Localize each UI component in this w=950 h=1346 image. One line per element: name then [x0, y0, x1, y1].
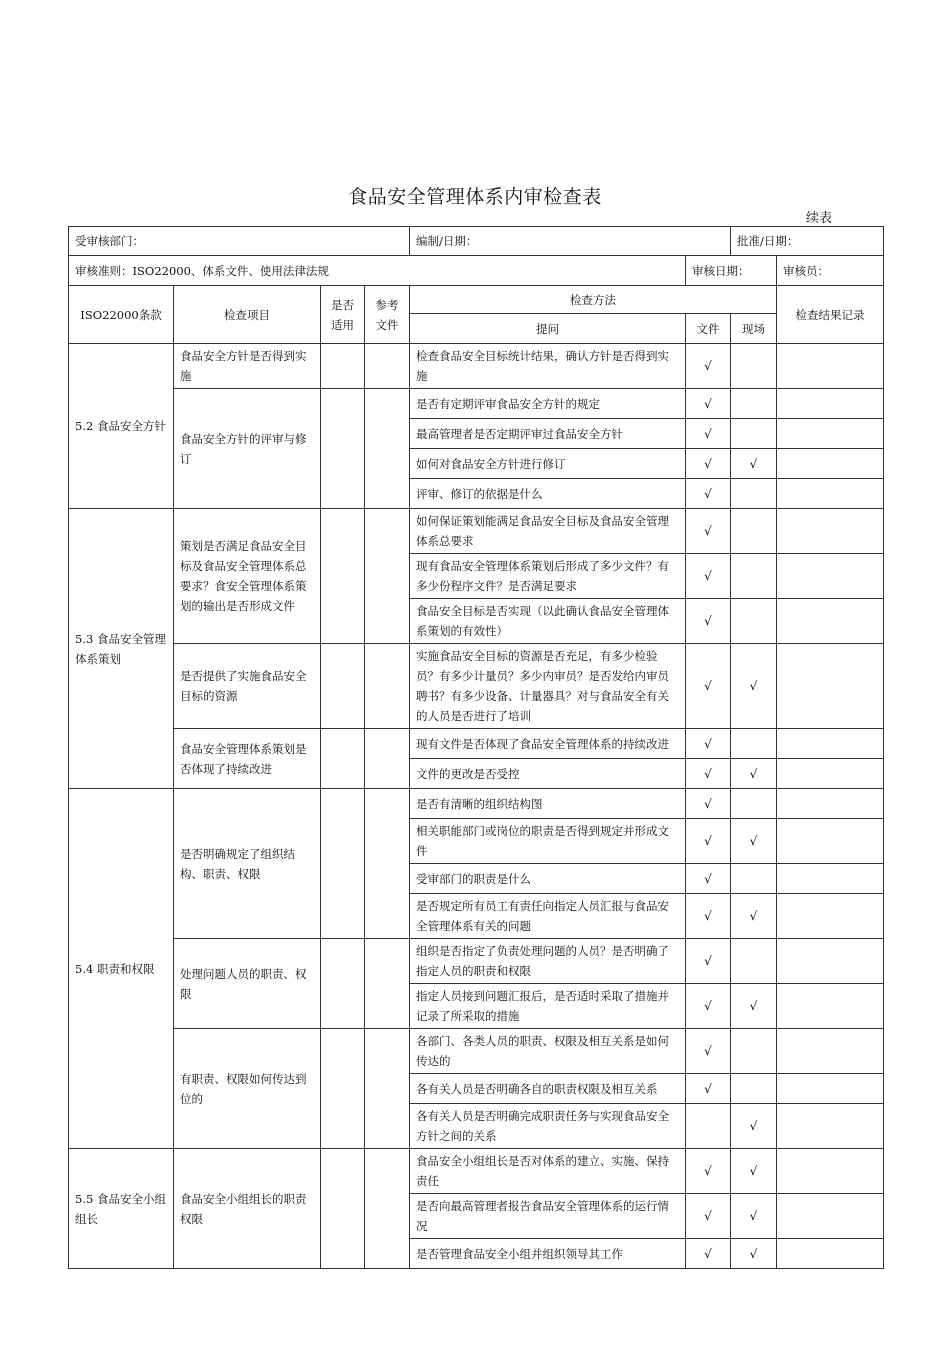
doc-check-cell: √ — [686, 864, 731, 894]
doc-check-cell: √ — [686, 509, 731, 554]
applicable-cell — [321, 1029, 365, 1149]
site-check-cell: √ — [731, 1239, 777, 1269]
reference-cell — [365, 644, 410, 729]
site-check-cell — [731, 729, 777, 759]
result-cell — [777, 419, 884, 449]
doc-check-cell: √ — [686, 479, 731, 509]
check-item-cell: 食品安全小组组长的职责权限 — [174, 1149, 321, 1269]
continued-label: 续表 — [805, 211, 832, 226]
doc-check-cell: √ — [686, 939, 731, 984]
header-applicable: 是否适用 — [321, 286, 365, 344]
question-cell: 评审、修订的依据是什么 — [410, 479, 686, 509]
result-cell — [777, 344, 884, 389]
result-cell — [777, 984, 884, 1029]
question-cell: 是否管理食品安全小组并组织领导其工作 — [410, 1239, 686, 1269]
question-cell: 是否规定所有员工有责任向指定人员汇报与食品安全管理体系有关的问题 — [410, 894, 686, 939]
site-check-cell — [731, 419, 777, 449]
table-row — [69, 509, 884, 554]
doc-check-cell: √ — [686, 894, 731, 939]
clause-cell: 5.4 职责和权限 — [69, 789, 174, 1149]
reference-cell — [365, 389, 410, 509]
question-cell: 受审部门的职责是什么 — [410, 864, 686, 894]
result-cell — [777, 599, 884, 644]
question-cell: 最高管理者是否定期评审过食品安全方针 — [410, 419, 686, 449]
question-cell: 各有关人员是否明确完成职责任务与实现食品安全方针之间的关系 — [410, 1104, 686, 1149]
page-title: 食品安全管理体系内审检查表 — [348, 186, 602, 208]
result-cell — [777, 729, 884, 759]
site-check-cell: √ — [731, 449, 777, 479]
question-cell: 食品安全小组组长是否对体系的建立、实施、保持责任 — [410, 1149, 686, 1194]
result-cell — [777, 1194, 884, 1239]
question-cell: 现有文件是否体现了食品安全管理体系的持续改进 — [410, 729, 686, 759]
doc-check-cell: √ — [686, 1239, 731, 1269]
doc-check-cell: √ — [686, 554, 731, 599]
reference-cell — [365, 1149, 410, 1269]
doc-check-cell: √ — [686, 819, 731, 864]
reference-cell — [365, 789, 410, 939]
check-item-cell: 食品安全方针是否得到实施 — [174, 344, 321, 389]
doc-check-cell: √ — [686, 789, 731, 819]
applicable-cell — [321, 939, 365, 1029]
reference-cell — [365, 509, 410, 644]
doc-check-cell: √ — [686, 1194, 731, 1239]
result-cell — [777, 1149, 884, 1194]
doc-check-cell: √ — [686, 729, 731, 759]
question-cell: 相关职能部门或岗位的职责是否得到规定并形成文件 — [410, 819, 686, 864]
doc-check-cell: √ — [686, 599, 731, 644]
question-cell: 是否有定期评审食品安全方针的规定 — [410, 389, 686, 419]
result-cell — [777, 449, 884, 479]
header-reference: 参考文件 — [365, 286, 410, 344]
check-item-cell: 是否提供了实施食品安全目标的资源 — [174, 644, 321, 729]
doc-check-cell: √ — [686, 1029, 731, 1074]
question-cell: 文件的更改是否受控 — [410, 759, 686, 789]
result-cell — [777, 1074, 884, 1104]
check-item-cell: 是否明确规定了组织结构、职责、权限 — [174, 789, 321, 939]
site-check-cell: √ — [731, 819, 777, 864]
header-clause: ISO22000条款 — [69, 286, 174, 344]
site-check-cell: √ — [731, 1149, 777, 1194]
doc-check-cell: √ — [686, 344, 731, 389]
result-cell — [777, 509, 884, 554]
result-cell — [777, 389, 884, 419]
result-cell — [777, 1104, 884, 1149]
check-item-cell: 处理问题人员的职责、权限 — [174, 939, 321, 1029]
reference-cell — [365, 729, 410, 789]
result-cell — [777, 1029, 884, 1074]
clause-cell: 5.2 食品安全方针 — [69, 344, 174, 509]
clause-cell: 5.5 食品安全小组组长 — [69, 1149, 174, 1269]
check-item-cell: 食品安全方针的评审与修订 — [174, 389, 321, 509]
reference-cell — [365, 1029, 410, 1149]
doc-check-cell: √ — [686, 644, 731, 729]
doc-check-cell: √ — [686, 1074, 731, 1104]
table-row — [69, 344, 884, 389]
table-row — [69, 389, 884, 419]
site-check-cell — [731, 479, 777, 509]
site-check-cell: √ — [731, 759, 777, 789]
doc-check-cell: √ — [686, 984, 731, 1029]
result-cell — [777, 819, 884, 864]
site-check-cell — [731, 864, 777, 894]
dept-field: 受审核部门： — [69, 227, 410, 256]
doc-check-cell — [686, 1104, 731, 1149]
site-check-cell: √ — [731, 1104, 777, 1149]
table-row — [69, 644, 884, 729]
question-cell: 检查食品安全目标统计结果，确认方针是否得到实施 — [410, 344, 686, 389]
site-check-cell — [731, 789, 777, 819]
question-cell: 实施食品安全目标的资源是否充足，有多少检验员？有多少计量员？多少内审员？是否发给内审员聘书？有多少设备、计量器具？对与食品安全有关的人员是否进行了培训 — [410, 644, 686, 729]
applicable-cell — [321, 1149, 365, 1269]
result-cell — [777, 554, 884, 599]
applicable-cell — [321, 344, 365, 389]
table-row — [69, 789, 884, 819]
header-item: 检查项目 — [174, 286, 321, 344]
result-cell — [777, 759, 884, 789]
result-cell — [777, 939, 884, 984]
approved-date-field: 批准/日期： — [731, 227, 884, 256]
doc-check-cell: √ — [686, 419, 731, 449]
site-check-cell — [731, 1074, 777, 1104]
result-cell — [777, 479, 884, 509]
compiled-date-field: 编制/日期： — [410, 227, 731, 256]
reference-cell — [365, 939, 410, 1029]
header-site: 现场 — [731, 314, 777, 344]
applicable-cell — [321, 509, 365, 644]
table-row — [69, 939, 884, 984]
doc-check-cell: √ — [686, 1149, 731, 1194]
checklist-table — [68, 226, 884, 1269]
clause-cell: 5.3 食品安全管理体系策划 — [69, 509, 174, 789]
question-cell: 各部门、各类人员的职责、权限及相互关系是如何传达的 — [410, 1029, 686, 1074]
question-cell: 是否向最高管理者报告食品安全管理体系的运行情况 — [410, 1194, 686, 1239]
header-doc: 文件 — [686, 314, 731, 344]
site-check-cell — [731, 554, 777, 599]
question-cell: 现有食品安全管理体系策划后形成了多少文件？有多少份程序文件？是否满足要求 — [410, 554, 686, 599]
result-cell — [777, 894, 884, 939]
applicable-cell — [321, 389, 365, 509]
site-check-cell — [731, 599, 777, 644]
reference-cell — [365, 344, 410, 389]
result-cell — [777, 789, 884, 819]
audit-date-field: 审核日期： — [686, 256, 777, 286]
site-check-cell — [731, 1029, 777, 1074]
doc-check-cell: √ — [686, 389, 731, 419]
result-cell — [777, 864, 884, 894]
question-cell: 是否有清晰的组织结构图 — [410, 789, 686, 819]
question-cell: 如何对食品安全方针进行修订 — [410, 449, 686, 479]
header-method: 检查方法 — [410, 286, 777, 314]
question-cell: 各有关人员是否明确各自的职责权限及相互关系 — [410, 1074, 686, 1104]
applicable-cell — [321, 644, 365, 729]
result-cell — [777, 1239, 884, 1269]
site-check-cell: √ — [731, 894, 777, 939]
site-check-cell — [731, 344, 777, 389]
question-cell: 如何保证策划能满足食品安全目标及食品安全管理体系总要求 — [410, 509, 686, 554]
table-row — [69, 729, 884, 759]
check-item-cell: 有职责、权限如何传达到位的 — [174, 1029, 321, 1149]
check-item-cell: 策划是否满足食品安全目标及食品安全管理体系总要求？食安全管理体系策划的输出是否形成文件 — [174, 509, 321, 644]
site-check-cell — [731, 939, 777, 984]
site-check-cell: √ — [731, 644, 777, 729]
header-result: 检查结果记录 — [777, 286, 884, 344]
question-cell: 组织是否指定了负责处理问题的人员？是否明确了指定人员的职责和权限 — [410, 939, 686, 984]
site-check-cell: √ — [731, 1194, 777, 1239]
site-check-cell — [731, 509, 777, 554]
question-cell: 指定人员接到问题汇报后，是否适时采取了措施并记录了所采取的措施 — [410, 984, 686, 1029]
applicable-cell — [321, 729, 365, 789]
table-row — [69, 1029, 884, 1074]
result-cell — [777, 644, 884, 729]
doc-check-cell: √ — [686, 759, 731, 789]
header-question: 提问 — [410, 314, 686, 344]
check-item-cell: 食品安全管理体系策划是否体现了持续改进 — [174, 729, 321, 789]
site-check-cell: √ — [731, 984, 777, 1029]
applicable-cell — [321, 789, 365, 939]
audit-criteria: 审核准则：ISO22000、体系文件、使用法律法规 — [69, 256, 686, 286]
doc-check-cell: √ — [686, 449, 731, 479]
auditor-field: 审核员： — [777, 256, 884, 286]
table-row — [69, 1149, 884, 1194]
site-check-cell — [731, 389, 777, 419]
question-cell: 食品安全目标是否实现（以此确认食品安全管理体系策划的有效性） — [410, 599, 686, 644]
